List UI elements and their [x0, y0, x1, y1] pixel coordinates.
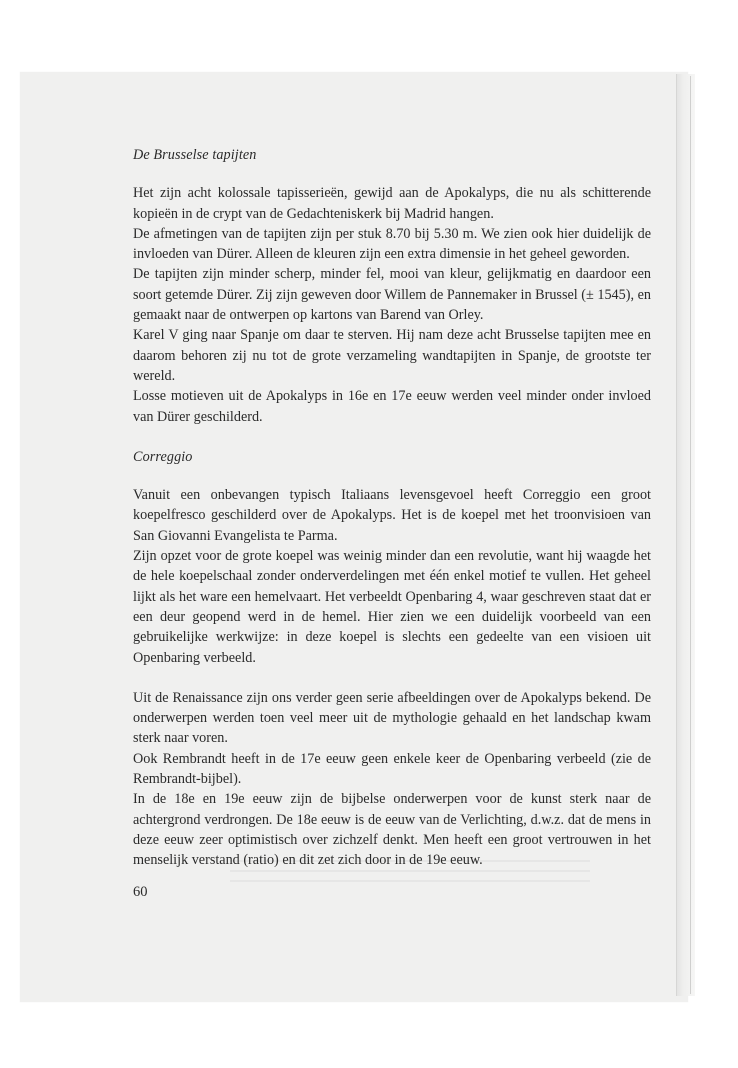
- section-heading-correggio: Correggio: [133, 448, 193, 465]
- paragraph: Het zijn acht kolossale tapisserieën, gewijd aan de Apokalyps, die nu als schitterende kopieën in de crypt van de Gedachteniskerk bij Madrid hangen.: [133, 185, 651, 222]
- paragraph: Losse motieven uit de Apokalyps in 16e en 17e eeuw werden veel minder onder invloed van Dürer geschilderd.: [133, 388, 651, 425]
- body-text: [133, 145, 651, 871]
- section-heading-brusselse-tapijten: De Brusselse tapijten: [133, 147, 257, 163]
- section-gap: [133, 427, 651, 447]
- paragraph: Ook Rembrandt heeft in de 17e eeuw geen enkele keer de Openbaring verbeeld (zie de Rembrandt-bijbel).: [133, 750, 651, 788]
- page-number: 60: [133, 884, 148, 900]
- page-edge: [676, 74, 695, 996]
- paragraph: De afmetingen van de tapijten zijn per stuk 8.70 bij 5.30 m. We zien ook hier duidelijk de invloeden van Dürer. Alleen de kleuren zijn een extra dimensie in het geheel geworden.: [133, 225, 651, 263]
- paragraph: In de 18e en 19e eeuw zijn de bijbelse onderwerpen voor de kunst sterk naar de achtergrond verdrongen. De 18e eeuw is de eeuw van de Verlichting, d.w.z. dat de mens in deze eeuw zeer optimistisch over zichzelf denkt. Men heeft een groot vertrouwen in het menselijk verstand (ratio) en dit zet zich door in de 19e eeuw.: [133, 791, 651, 869]
- paragraph: Vanuit een onbevangen typisch Italiaans levensgevoel heeft Correggio een groot koepelfresco geschilderd over de Apokalyps. Het is de koepel met het troonvisioen van San Giovanni Evangelista te Parma.: [133, 487, 651, 544]
- paragraph: Karel V ging naar Spanje om daar te sterven. Hij nam deze acht Brusselse tapijten mee en daarom behoren zij nu tot de grote verzameling wandtapijten in Spanje, de grootste ter wereld.: [133, 327, 651, 384]
- paragraph: Uit de Renaissance zijn ons verder geen serie afbeeldingen over de Apokalyps bekend. De onderwerpen werden toen veel meer uit de mythologie gehaald en het landschap kwam sterk naar voren.: [133, 689, 651, 747]
- paragraph: De tapijten zijn minder scherp, minder fel, mooi van kleur, gelijkmatig en daardoor een soort getemde Dürer. Zij zijn geweven door Willem de Pannemaker in Brussel (± 1545), en gemaakt naar de ontwerpen op kartons van Barend van Orley.: [133, 266, 651, 324]
- paragraph: Zijn opzet voor de grote koepel was weinig minder dan een revolutie, want hij waagde het de hele koepelschaal zonder onderverdelingen met één enkel motief te vullen. Het geheel lijkt als het ware een hemelvaart. Het verbeeldt Openbaring 4, waar geschreven staat dat er een deur geopend werd in de hemel. Hier zien we een duidelijk voorbeeld van een gebruikelijke werkwijze: in deze koepel is slechts een gedeelte van een visioen uit Openbaring verbeeld.: [133, 548, 651, 666]
- section-gap: [133, 668, 651, 688]
- page-edge-line: [690, 76, 691, 994]
